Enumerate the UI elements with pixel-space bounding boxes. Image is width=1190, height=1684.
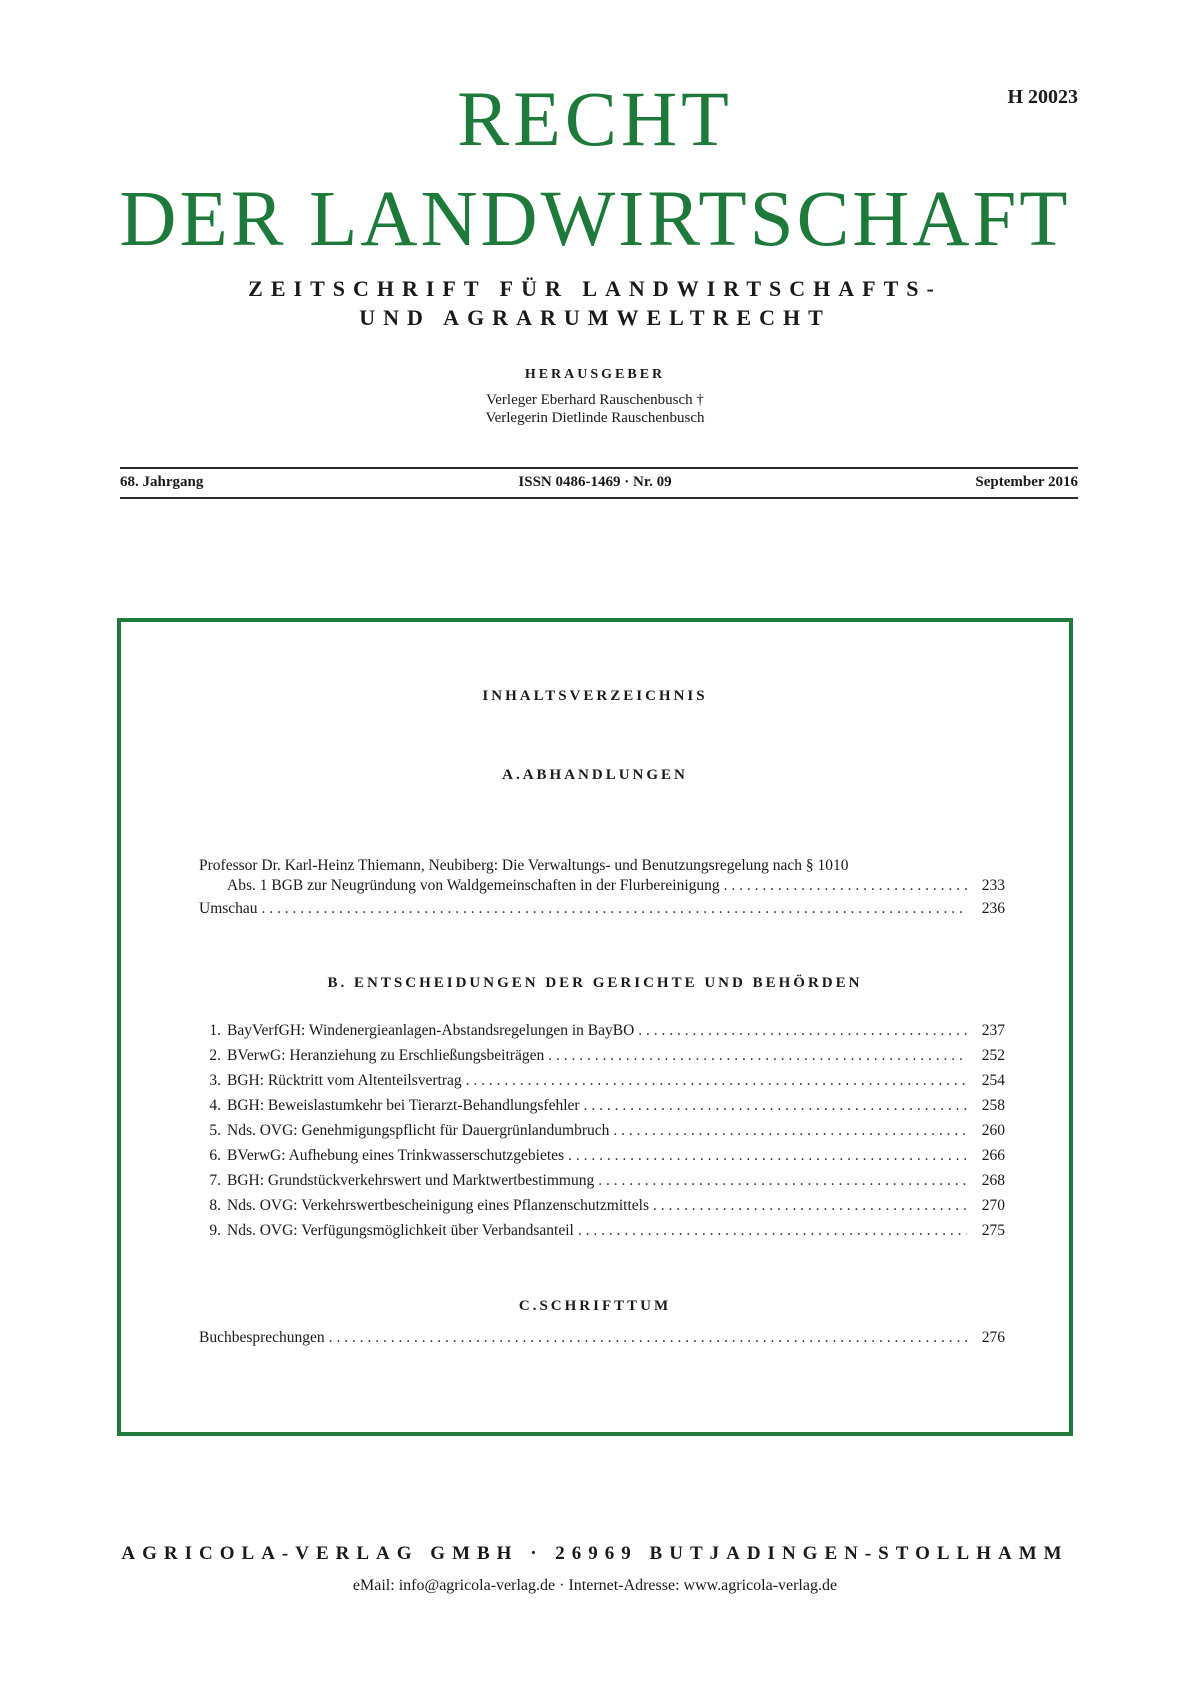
toc-entry-decision-7[interactable] (199, 1171, 1005, 1191)
toc-entry-umschau[interactable] (199, 899, 1005, 919)
toc-entry-buchbesprechungen[interactable] (199, 1328, 1005, 1348)
toc-entry-number: 1. (209, 1022, 221, 1039)
journal-subtitle-line2: UND AGRARUMWELTRECHT (359, 305, 831, 330)
issue-code: H 20023 (1007, 86, 1078, 108)
toc-entry-text: Abs. 1 BGB zur Neugründung von Waldgemeinschaften in der Flurbereinigung (227, 877, 720, 894)
toc-page-number: 258 (981, 1097, 1005, 1114)
toc-entry-text: Umschau (199, 900, 258, 917)
dot-leader (578, 1221, 967, 1241)
section-a-heading: A.ABHANDLUNGEN (502, 767, 688, 783)
toc-entry-text: BGH: Grundstückverkehrswert und Marktwertbestimmung (227, 1172, 595, 1189)
toc-entry-text: BGH: Rücktritt vom Altenteilsvertrag (227, 1072, 462, 1089)
toc-entry-decision-3[interactable] (199, 1071, 1005, 1091)
toc-entry-decision-8[interactable] (199, 1196, 1005, 1216)
dot-leader (466, 1071, 967, 1091)
dot-leader (598, 1171, 967, 1191)
toc-entry-number: 5. (209, 1122, 221, 1139)
issue-rule-top (120, 467, 1078, 469)
toc-entry-decision-1[interactable] (199, 1021, 1005, 1041)
toc-page-number: 233 (981, 877, 1005, 894)
journal-subtitle-line1: ZEITSCHRIFT FÜR LANDWIRTSCHAFTS- (248, 276, 942, 301)
toc-entry-decision-9[interactable] (199, 1221, 1005, 1241)
toc-entry-text: Professor Dr. Karl-Heinz Thiemann, Neubiberg: Die Verwaltungs- und Benutzungsregelung nach § 1010 (199, 857, 849, 874)
toc-entry-decision-6[interactable] (199, 1146, 1005, 1166)
toc-page-number: 260 (981, 1122, 1005, 1139)
toc-entry-number: 9. (209, 1222, 221, 1239)
toc-entry-decision-4[interactable] (199, 1096, 1005, 1116)
journal-title-line1: RECHT (457, 75, 733, 162)
toc-page-number: 270 (981, 1197, 1005, 1214)
toc-entry-number: 4. (209, 1097, 221, 1114)
section-c-heading: C.SCHRIFTTUM (518, 1298, 672, 1314)
dot-leader (584, 1096, 967, 1116)
dot-leader (653, 1196, 967, 1216)
toc-entry-number: 2. (209, 1047, 221, 1064)
issue-date: September 2016 (975, 474, 1078, 490)
issue-issn: ISSN 0486-1469 · Nr. 09 (518, 474, 672, 490)
dot-leader (724, 876, 967, 896)
toc-page-number: 266 (981, 1147, 1005, 1164)
dot-leader (329, 1328, 967, 1348)
toc-page-number: 254 (981, 1072, 1005, 1089)
publisher-line: AGRICOLA-VERLAG GMBH · 26969 BUTJADINGEN-STOLLHAMM (121, 1543, 1069, 1564)
toc-page-number: 275 (981, 1222, 1005, 1239)
toc-entry-text: Buchbesprechungen (199, 1329, 325, 1346)
dot-leader (568, 1146, 967, 1166)
toc-page-number: 276 (981, 1329, 1005, 1346)
toc-entry-decision-5[interactable] (199, 1121, 1005, 1141)
herausgeber-line2: Verlegerin Dietlinde Rauschenbusch (485, 410, 705, 426)
toc-entry-number: 3. (209, 1072, 221, 1089)
dot-leader (613, 1121, 967, 1141)
toc-entry-text: BGH: Beweislastumkehr bei Tierarzt-Behandlungsfehler (227, 1097, 580, 1114)
toc-page-number: 236 (981, 900, 1005, 917)
issue-volume: 68. Jahrgang (120, 474, 204, 490)
toc-page-number: 237 (981, 1022, 1005, 1039)
toc-entry-number: 8. (209, 1197, 221, 1214)
dot-leader (548, 1046, 967, 1066)
toc-entry-text: Nds. OVG: Verkehrswertbescheinigung eines Pflanzenschutzmittels (227, 1197, 649, 1214)
toc-title: INHALTSVERZEICHNIS (482, 688, 708, 704)
section-b-heading: B. ENTSCHEIDUNGEN DER GERICHTE UND BEHÖRDEN (327, 975, 863, 991)
toc-entry-text: BVerwG: Aufhebung eines Trinkwasserschutzgebietes (227, 1147, 565, 1164)
herausgeber-label: HERAUSGEBER (524, 367, 666, 382)
issue-rule-bottom (120, 497, 1078, 499)
dot-leader (262, 899, 967, 919)
toc-entry-number: 7. (209, 1172, 221, 1189)
journal-title-line2: DER LANDWIRTSCHAFT (119, 176, 1071, 263)
contact-line: eMail: info@agricola-verlag.de · Internet-Adresse: www.agricola-verlag.de (352, 1577, 838, 1594)
toc-entry-text: BVerwG: Heranziehung zu Erschließungsbeiträgen (227, 1047, 545, 1064)
toc-page-number: 252 (981, 1047, 1005, 1064)
toc-entry-text: BayVerfGH: Windenergieanlagen-Abstandsregelungen in BayBO (227, 1022, 635, 1039)
toc-entry-text: Nds. OVG: Genehmigungspflicht für Dauergrünlandumbruch (227, 1122, 610, 1139)
herausgeber-line1: Verleger Eberhard Rauschenbusch † (486, 392, 704, 408)
toc-entry-decision-2[interactable] (199, 1046, 1005, 1066)
toc-entry-number: 6. (209, 1147, 221, 1164)
dot-leader (638, 1021, 967, 1041)
toc-page-number: 268 (981, 1172, 1005, 1189)
toc-entry-article[interactable] (199, 856, 1005, 896)
toc-entry-text: Nds. OVG: Verfügungsmöglichkeit über Verbandsanteil (227, 1222, 574, 1239)
